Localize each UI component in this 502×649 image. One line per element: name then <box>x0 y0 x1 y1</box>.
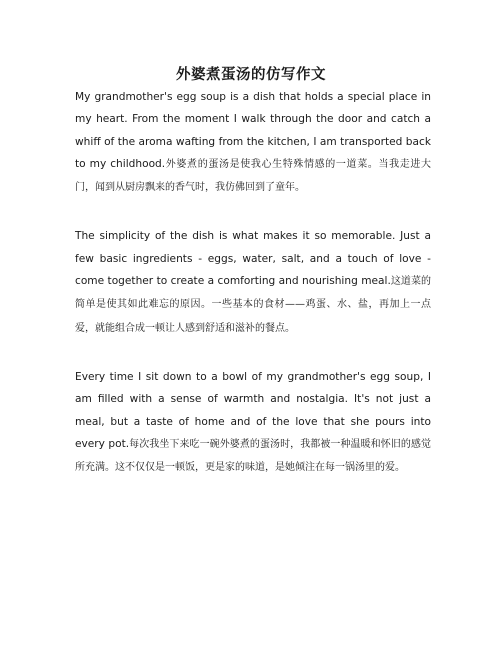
document-body <box>75 86 431 505</box>
paragraph-1 <box>75 86 431 199</box>
paragraph-3-english: Every time I sit down to a bowl of my grandmother's egg soup, I am filled with a sense of warmth and nostalgia. It's not just a meal, but a taste of home and of the love that she pours into every pot. <box>75 370 431 450</box>
paragraph-3 <box>75 366 431 479</box>
paragraph-2-english: The simplicity of the dish is what makes it so memorable. Just a few basic ingredients - eggs, water, salt, and a touch of love - come together to create a comforting and nourishing meal. <box>75 230 431 288</box>
document-title: 外婆煮蛋汤的仿写作文 <box>176 67 326 83</box>
paragraph-2 <box>75 225 431 339</box>
paragraph-1-english: My grandmother's egg soup is a dish that holds a special place in my heart. From the moment I walk through the door and catch a whiff of the aroma wafting from the kitchen, I am transported back to my childhood. <box>75 91 431 170</box>
paragraph-2-chinese: 这道菜的简单是使其如此难忘的原因。一些基本的食材——鸡蛋、水、盐，再加上一点爱，就能组合成一顿让人感到舒适和滋补的餐点。 <box>75 276 431 334</box>
paragraph-1-chinese: 外婆煮的蛋汤是使我心生特殊情感的一道菜。当我走进大门，闻到从厨房飘来的香气时，我仿佛回到了童年。 <box>75 158 431 194</box>
paragraph-3-chinese: 每次我坐下来吃一碗外婆煮的蛋汤时，我都被一种温暖和怀旧的感觉所充满。这不仅仅是一顿饭，更是家的味道，是她倾注在每一锅汤里的爱。 <box>75 438 431 474</box>
